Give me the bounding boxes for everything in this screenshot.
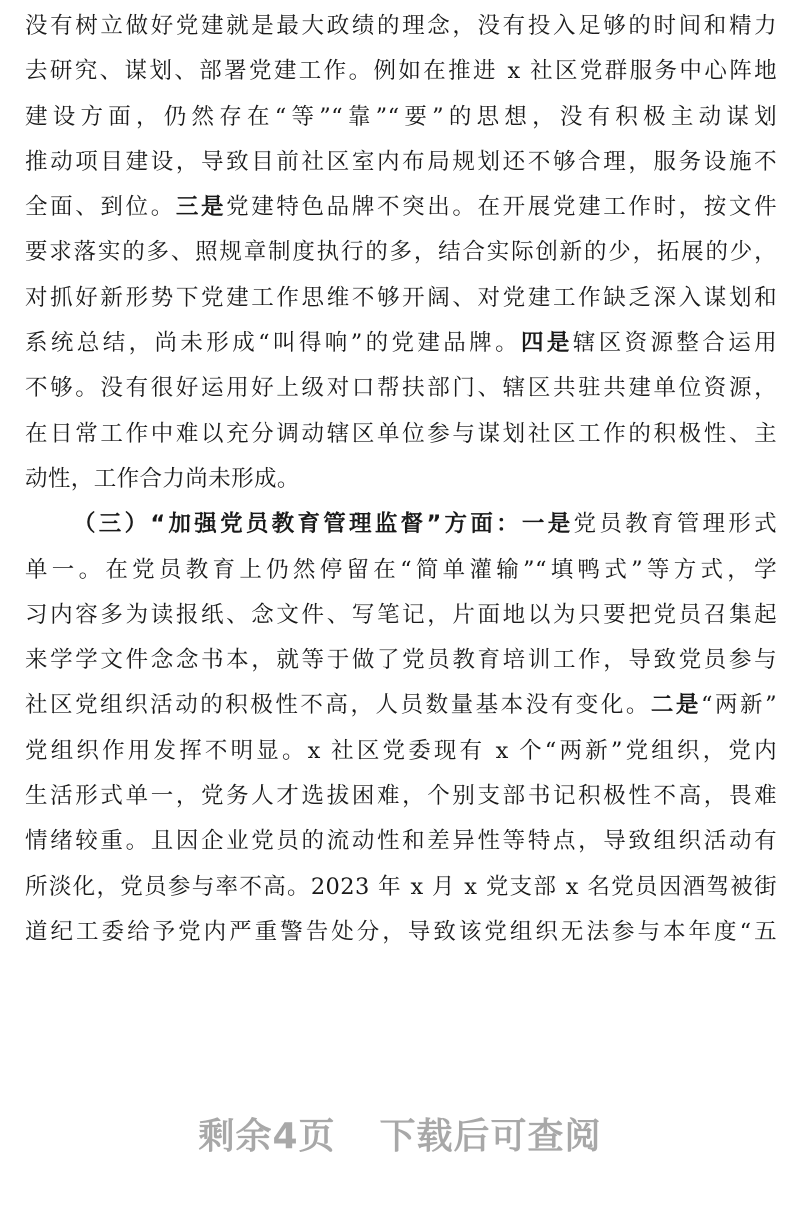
text-line: 单一。在党员教育上仍然停留在“简单灌输”“填鸭式”等方式，学 [25,556,777,583]
text-run: 党员教育管理形式 [573,511,777,538]
text-line: 所淡化，党员参与率不高。2023 年 x 月 x 党支部 x 名党员因酒驾被街 [25,873,777,900]
text-line: 不够。没有很好运用好上级对口帮扶部门、辖区共驻共建单位资源， [25,375,777,402]
download-to-read-text[interactable]: 下载后可查阅 [379,1116,602,1157]
bold-keyword: 二是 [650,692,701,719]
text-line: 党组织作用发挥不明显。x 社区党委现有 x 个“两新”党组织，党内 [25,737,777,764]
text-run: 系统总结，尚未形成“叫得响”的党建品牌。 [25,330,521,357]
text-line: 建设方面，仍然存在“等”“靠”“要”的思想，没有积极主动谋划 [25,103,777,130]
text-run: 党建特色品牌不突出。在开展党建工作时，按文件 [226,194,777,221]
section-heading-line [25,502,777,547]
text-run: “两新” [700,692,777,719]
download-prompt[interactable] [0,1108,800,1159]
text-line: 生活形式单一，党务人才选拔困难，个别支部书记积极性不高，畏难 [25,783,777,810]
text-line: 情绪较重。且因企业党员的流动性和差异性等特点，导致组织活动有 [25,828,777,855]
text-line: 习内容多为读报纸、念文件、写笔记，片面地以为只要把党员召集起 [25,601,777,628]
document-body [25,4,777,955]
text-line: 在日常工作中难以充分调动辖区单位参与谋划社区工作的积极性、主 [25,420,777,447]
text-line: 推动项目建设，导致目前社区室内布局规划还不够合理，服务设施不 [25,148,777,175]
text-line: 动性，工作合力尚未形成。 [25,465,300,492]
text-line: 道纪工委给予党内严重警告处分，导致该党组织无法参与本年度“五 [25,918,777,945]
remaining-pages-text[interactable]: 剩余4页 [198,1116,336,1157]
text-line: 来学学文件念念书本，就等于做了党员教育培训工作，导致党员参与 [25,647,777,674]
text-run: 辖区资源整合运用 [572,330,778,357]
text-run: 社区党组织活动的积极性不高，人员数量基本没有变化。 [25,692,651,719]
text-line: 去研究、谋划、部署党建工作。例如在推进 x 社区党群服务中心阵地 [25,58,777,85]
text-line: 要求落实的多、照规章制度执行的多，结合实际创新的少，拓展的少， [25,239,777,266]
text-line [25,185,777,230]
text-line [25,321,777,366]
section-heading: （三）“加强党员教育管理监督”方面：一是 [73,511,574,538]
bold-keyword: 四是 [521,330,573,357]
text-line [25,683,777,728]
text-run: 全面、到位。 [25,194,176,221]
text-line: 没有树立做好党建就是最大政绩的理念，没有投入足够的时间和精力 [25,13,777,39]
text-line: 对抓好新形势下党建工作思维不够开阔、对党建工作缺乏深入谋划和 [25,284,777,311]
bold-keyword: 三是 [175,194,227,221]
